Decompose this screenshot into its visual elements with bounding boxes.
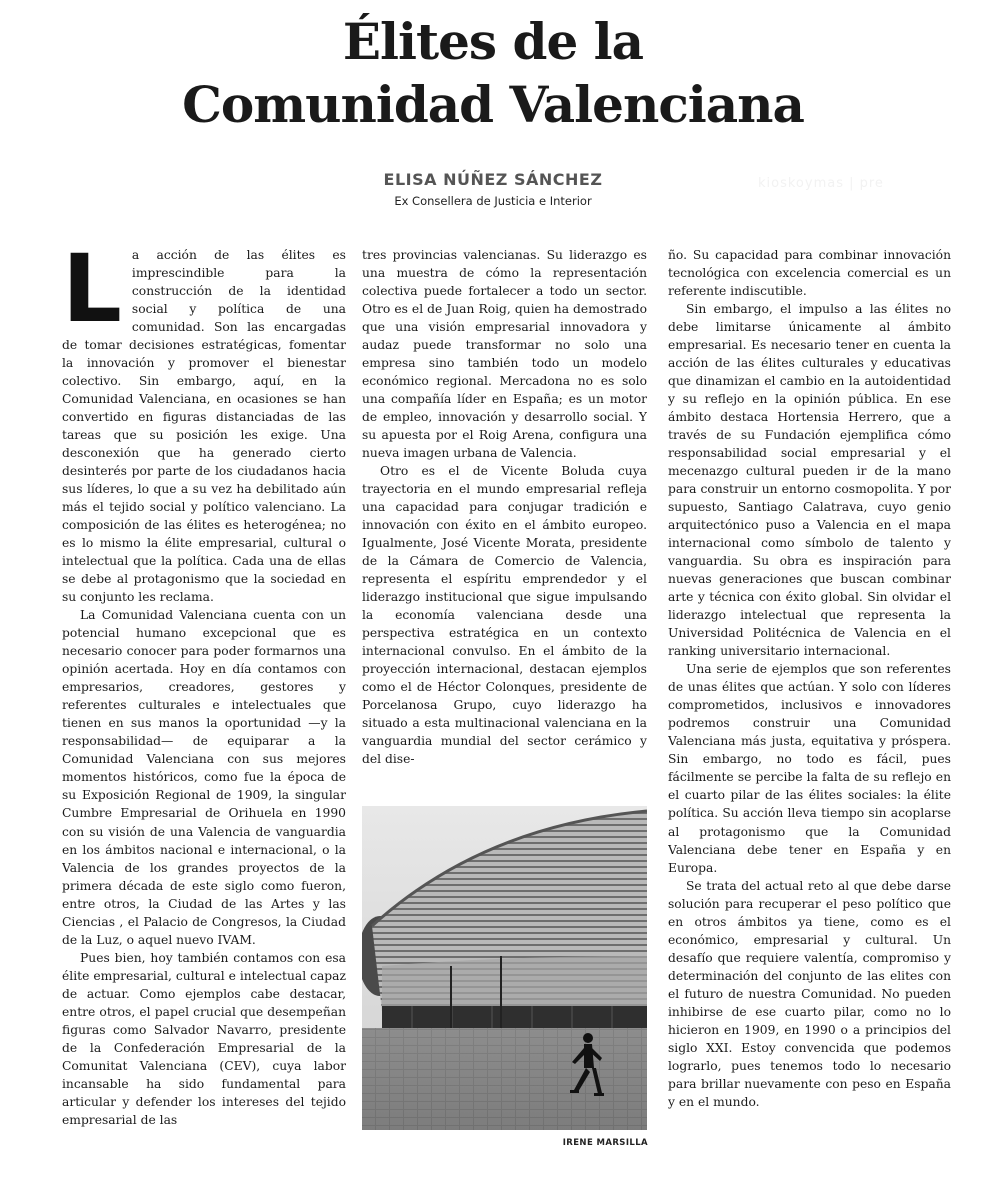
headline-line-2: Comunidad Valenciana — [182, 75, 804, 134]
article-photo — [362, 806, 647, 1130]
paragraph: ño. Su capacidad para combinar innovación tecnológica con excelencia comercial es un referente indiscutible. — [668, 248, 951, 299]
column-2 — [362, 246, 647, 794]
drop-cap: L — [62, 246, 122, 344]
paragraph: Una serie de ejemplos que son referentes de unas élites que actúan. Y solo con líderes comprometidos, inclusivos e innovadores podremos construir una Comunidad Valenciana más justa, equitativa y próspera. Sin embargo, no todo es fácil, pues fácilmente se percibe la falta de su reflejo en el cuarto pilar de las élites sociales: la élite política. Su acción lleva tiempo sin acoplarse al protagonismo que la Comunidad Valenciana debe tener en España y en Europa. — [668, 662, 951, 875]
column-1 — [62, 246, 346, 1156]
paragraph: La Comunidad Valenciana cuenta con un potencial humano excepcional que es necesario conocer para poder formarnos una opinión acertada. Hoy en día contamos con empresarios, creadores, gestores y referentes culturales e intelectuales que tienen en sus manos la oportunidad —y la responsabilidad— de equiparar a la Comunidad Valenciana con sus mejores momentos históricos, como fue la época de su Exposición Regional de 1909, la singular Cumbre Empresarial de Orihuela en 1990 con su visión de una Valencia de vanguardia en los ámbitos nacional e internacional, o la Valencia de los grandes proyectos de la primera década de este siglo como fueron, entre otros, la Ciudad de las Artes y las Ciencias , el Palacio de Congresos, la Ciudad de la Luz, o aquel nuevo IVAM. — [62, 608, 346, 947]
paragraph: Otro es el de Vicente Boluda cuya trayectoria en el mundo empresarial refleja una capacidad para conjugar tradición e innovación con éxito en el ámbito europeo. Igualmente, José Vicente Morata, presidente de la Cámara de Comercio de Valencia, representa el espíritu emprendedor y el liderazgo institucional que sigue impulsando la economía valenciana desde una perspectiva estratégica en un contexto internacional convulso. En el ámbito de la proyección internacional, destacan ejemplos como el de Héctor Colonques, presidente de Porcelanosa Grupo, cuyo liderazgo ha situado a esta multinacional valenciana en la vanguardia mundial del sector cerámico y del dise- — [362, 464, 647, 767]
column-3 — [668, 246, 951, 1166]
headline-line-1: Élites de la — [342, 12, 644, 71]
paragraph: Se trata del actual reto al que debe darse solución para recuperar el peso político que en otros ámbitos ya tiene, como es el económico, empresarial y cultural. Un desafío que requiere valentía, compromiso y determinación del conjunto de las elites con el futuro de nuestra Comunidad. No pueden inhibirse de ese cuarto pilar, como no lo hicieron en 1909, en 1990 o a principios del siglo XXI. Estoy convencida que podemos lograrlo, pues tenemos todo lo necesario para brillar nuevamente con peso en España y en el mundo. — [668, 878, 951, 1109]
author-name: ELISA NÚÑEZ SÁNCHEZ — [383, 170, 603, 189]
headline — [0, 10, 986, 136]
photo-credit: IRENE MARSILLA — [562, 1138, 648, 1148]
watermark: kioskoymas | pre — [758, 176, 884, 191]
paragraph — [62, 246, 346, 606]
paragraph: Pues bien, hoy también contamos con esa élite empresarial, cultural e intelectual capaz de actuar. Como ejemplos cabe destacar, entre otros, el papel crucial que desempeñan figuras como Salvador Navarro, presidente de la Confederación Empresarial de la Comunitat Valenciana (CEV), cuya labor incansable ha sido fundamental para articular y defender los intereses del tejido empresarial de las — [62, 950, 346, 1127]
paragraph-text: a acción de las élites es imprescindible para la construcción de la identidad social y política de una comunidad. Son las encargadas de tomar decisiones estratégicas, fomentar la innovación y promover el bienestar colectivo. Sin embargo, aquí, en la Comunidad Valenciana, en ocasiones se han convertido en figuras distanciadas de las tareas que su posición les exige. Una desconexión que ha generado cierto desinterés por parte de los ciudadanos hacia sus líderes, lo que a su vez ha debilitado aún más el tejido social y político valenciano. La composición de las élites es heterogénea; no es lo mismo la élite empresarial, cultural o intelectual que la política. Cada una de ellas se debe al protagonismo que la sociedad en su conjunto les reclama. — [62, 248, 346, 605]
paragraph: Sin embargo, el impulso a las élites no debe limitarse únicamente al ámbito empresarial. Es necesario tener en cuenta la acción de las élites culturales y educativas que dinamizan el cambio en la autoidentidad y su reflejo en la opinión pública. En ese ámbito destaca Hortensia Herrero, que a través de su Fundación ejemplifica cómo responsabilidad social empresarial y el mecenazgo cultural pueden ir de la mano para construir un entorno cosmopolita. Y por supuesto, Santiago Calatrava, cuyo genio arquitectónico puso a Valencia en el mapa internacional como símbolo de talento y vanguardia. Su obra es inspiración para nuevas generaciones que buscan combinar arte y técnica con éxito global. Sin olvidar el liderazgo intelectual que representa la Universidad Politécnica de Valencia en el ranking universitario internacional. — [668, 302, 951, 659]
paragraph: tres provincias valencianas. Su liderazgo es una muestra de cómo la representación colectiva puede fortalecer a todo un sector. Otro es el de Juan Roig, quien ha demostrado que una visión empresarial innovadora y audaz puede transformar no solo una empresa sino también todo un modelo económico regional. Mercadona no es solo una compañía líder en España; es un motor de empleo, innovación y desarrollo social. Y su apuesta por el Roig Arena, configura una nueva imagen urbana de Valencia. — [362, 248, 647, 461]
author-role: Ex Consellera de Justicia e Interior — [394, 194, 592, 208]
